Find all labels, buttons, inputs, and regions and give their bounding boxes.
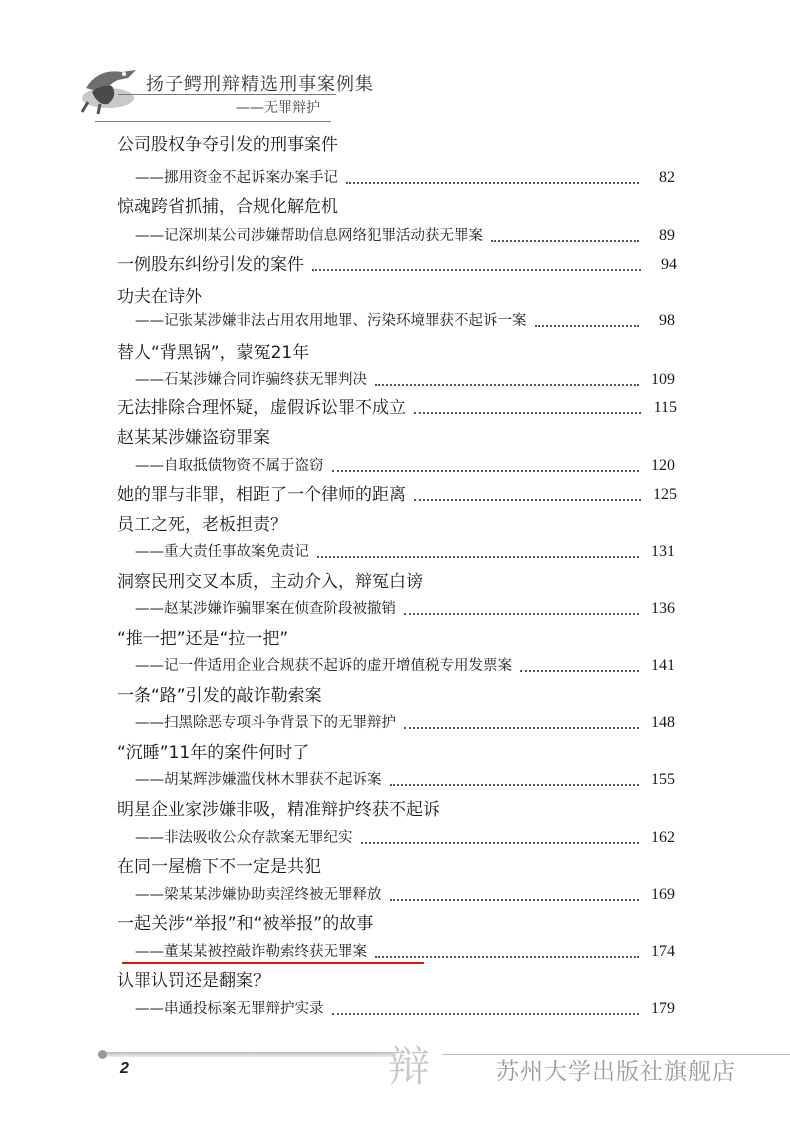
toc-entry-title: [117, 796, 687, 824]
leader-dots: [404, 727, 639, 729]
toc-entry-title: [117, 481, 677, 509]
toc-page-number: 125: [653, 486, 677, 503]
leader-dots: [520, 670, 639, 672]
toc-entry-subtitle: [135, 366, 675, 394]
toc-title-text: 明星企业家涉嫌非吸，精准辩护终获不起诉: [117, 800, 440, 820]
toc-entry-subtitle: [135, 538, 675, 566]
toc-entry-title: [117, 739, 687, 767]
leader-dots: [414, 412, 641, 414]
toc-entry-subtitle: [135, 164, 675, 192]
toc-title-text: 认罪认罚还是翻案？: [117, 971, 270, 991]
toc-title-text: “沉睡”11年的案件何时了: [117, 743, 310, 763]
toc-title-text: 无法排除合理怀疑，虚假诉讼罪不成立: [117, 398, 406, 418]
toc-title-text: “推一把”还是“拉一把”: [117, 629, 289, 649]
toc-page-number: 169: [651, 886, 675, 903]
toc-page-number: 162: [651, 829, 675, 846]
toc-subtitle-text: ——挪用资金不起诉案办案手记: [135, 170, 338, 186]
toc-page-number: 115: [653, 399, 677, 416]
toc-page-number: 148: [651, 714, 675, 731]
red-highlight-underline: [122, 962, 424, 964]
toc-subtitle-text: ——董某某被控敲诈勒索终获无罪案: [135, 944, 367, 960]
toc-entry-subtitle: [135, 709, 675, 737]
toc-subtitle-text: ——记张某涉嫌非法占用农用地罪、污染环境罪获不起诉一案: [135, 313, 527, 329]
toc-subtitle-text: ——非法吸收公众存款案无罪纪实: [135, 830, 353, 846]
toc-entry-subtitle: [135, 766, 675, 794]
toc-entry-subtitle: [135, 824, 675, 852]
toc-page-number: 109: [651, 371, 675, 388]
toc-subtitle-text: ——重大责任事故案免责记: [135, 544, 309, 560]
toc-subtitle-text: ——记深圳某公司涉嫌帮助信息网络犯罪活动获无罪案: [135, 228, 483, 244]
toc-page-number: 98: [659, 312, 675, 329]
leader-dots: [414, 499, 641, 501]
footer-rule: [100, 1052, 396, 1057]
toc-page-number: 155: [651, 771, 675, 788]
toc-title-text: 惊魂跨省抓捕，合规化解危机: [117, 197, 338, 217]
page-footer: [0, 1030, 790, 1137]
header-title: 扬子鳄刑辩精选刑事案例集: [146, 74, 374, 95]
toc-page-number: 136: [651, 600, 675, 617]
leader-dots: [312, 269, 641, 271]
leader-dots: [346, 182, 639, 184]
toc-title-text: 替人“背黑锅”，蒙冤21年: [117, 343, 310, 363]
toc-page-number: 141: [651, 657, 675, 674]
toc-title-text: 一条“路”引发的敲诈勒索案: [117, 686, 322, 706]
header-divider: [95, 121, 331, 122]
toc-subtitle-text: ——记一件适用企业合规获不起诉的虚开增值税专用发票案: [135, 658, 512, 674]
leader-dots: [491, 240, 639, 242]
toc-page-number: 179: [651, 1000, 675, 1017]
toc-entry-title: [117, 424, 687, 452]
toc-entry-subtitle: [135, 307, 675, 335]
toc-entry-title: [117, 682, 687, 710]
leader-dots: [404, 613, 639, 615]
toc-entry-title: [117, 394, 677, 422]
toc-page-number: 89: [659, 227, 675, 244]
toc-entry-subtitle: [135, 652, 675, 680]
leader-dots: [375, 384, 639, 386]
toc-subtitle-text: ——赵某涉嫌诈骗罪案在侦查阶段被撤销: [135, 601, 396, 617]
footer-glyph: 辩: [388, 1042, 431, 1091]
leader-dots: [390, 899, 640, 901]
leader-dots: [390, 784, 640, 786]
shop-watermark: 苏州大学出版社旗舰店: [496, 1059, 736, 1085]
toc-page-number: 82: [659, 169, 675, 186]
toc-subtitle-text: ——梁某某涉嫌协助卖淫终被无罪释放: [135, 887, 382, 903]
toc-page-number: 174: [651, 943, 675, 960]
toc-title-text: 员工之死，老板担责？: [117, 515, 287, 535]
toc-entry-title: [117, 251, 677, 279]
toc-entry-title: [117, 339, 687, 367]
toc-entry-title: [117, 967, 687, 995]
alligator-logo-icon: [78, 58, 140, 116]
toc-entry-title: [117, 910, 687, 938]
leader-dots: [535, 325, 640, 327]
leader-dots: [332, 1013, 640, 1015]
running-header: [0, 0, 790, 125]
footer-dot-icon: [98, 1050, 107, 1059]
toc-title-text: 一起关涉“举报”和“被举报”的故事: [117, 914, 374, 934]
toc-entry-title: [117, 193, 687, 221]
toc-entry-subtitle: [135, 595, 675, 623]
toc-entry-title: [117, 625, 687, 653]
leader-dots: [317, 556, 639, 558]
leader-dots: [332, 470, 640, 472]
toc-subtitle-text: ——石某涉嫌合同诈骗终获无罪判决: [135, 372, 367, 388]
toc-entry-subtitle: [135, 222, 675, 250]
toc-subtitle-text: ——胡某辉涉嫌滥伐林木罪获不起诉案: [135, 772, 382, 788]
leader-dots: [375, 956, 639, 958]
toc-title-text: 洞察民刑交叉本质，主动介入，辩冤白谤: [117, 572, 423, 592]
toc-page-number: 120: [651, 457, 675, 474]
toc-title-text: 赵某某涉嫌盗窃罪案: [117, 428, 270, 448]
toc-entry-title: [117, 853, 687, 881]
header-divider: [118, 94, 336, 95]
toc-page-number: 94: [661, 256, 677, 273]
toc-title-text: 她的罪与非罪，相距了一个律师的距离: [117, 485, 406, 505]
toc-entry-title: [117, 131, 687, 159]
header-subtitle: ——无罪辩护: [236, 100, 320, 116]
toc-entry-subtitle: [135, 995, 675, 1023]
toc-entry-subtitle: [135, 452, 675, 480]
toc-entry-subtitle: [135, 881, 675, 909]
toc-page-number: 131: [651, 543, 675, 560]
page-number: 2: [120, 1060, 129, 1077]
toc-title-text: 一例股东纠纷引发的案件: [117, 255, 304, 275]
toc-subtitle-text: ——扫黑除恶专项斗争背景下的无罪辩护: [135, 715, 396, 731]
toc-title-text: 公司股权争夺引发的刑事案件: [117, 135, 338, 155]
toc-subtitle-text: ——自取抵债物资不属于盗窃: [135, 458, 324, 474]
leader-dots: [361, 842, 640, 844]
toc-title-text: 在同一屋檐下不一定是共犯: [117, 857, 321, 877]
toc-entry-title: [117, 511, 687, 539]
toc-subtitle-text: ——串通投标案无罪辩护实录: [135, 1001, 324, 1017]
toc-entry-title: [117, 568, 687, 596]
toc-title-text: 功夫在诗外: [117, 287, 202, 307]
